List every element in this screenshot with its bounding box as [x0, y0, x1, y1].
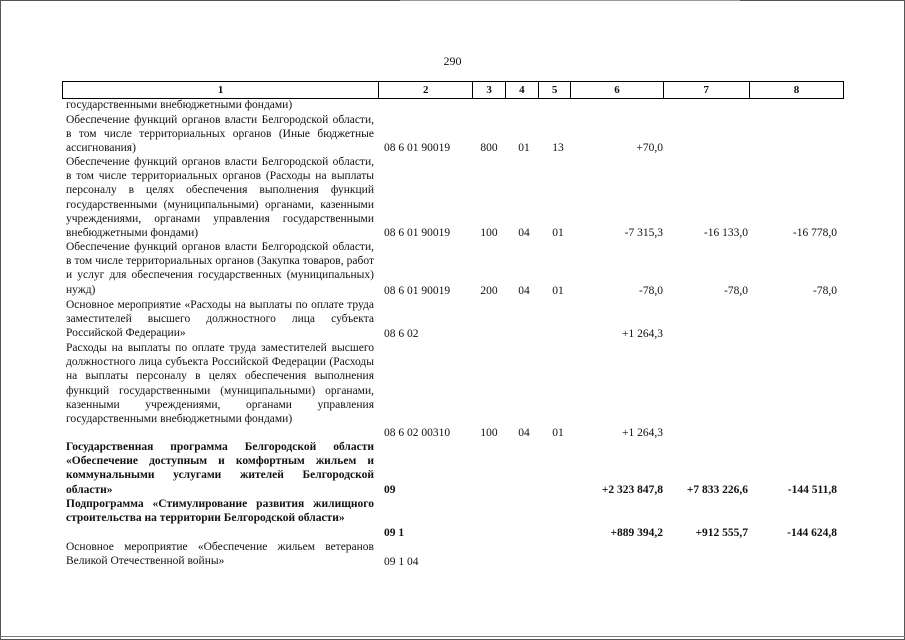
target-article-code: 08 6 01 90019 [384, 142, 451, 154]
target-article-code: 09 1 [384, 527, 405, 539]
expense-type: 100 [480, 227, 498, 239]
amount-col-7: +912 555,7 [695, 527, 748, 539]
scan-edge-bottom [0, 636, 905, 637]
row-description: Обеспечение функций органов власти Белгородской области, в том числе территориальных органов (Закупка товаров, работ и услуг для обеспечения государственных (муниципальных) нужд) [66, 241, 374, 296]
amount-col-7: -78,0 [724, 285, 748, 297]
expense-type: 800 [480, 142, 498, 154]
subsection: 01 [552, 227, 564, 239]
amount-col-6: +2 323 847,8 [601, 484, 663, 496]
expense-type: 100 [480, 427, 498, 439]
amount-col-6: +1 264,3 [622, 427, 663, 439]
amount-col-7: -16 133,0 [703, 227, 748, 239]
amount-col-6: +70,0 [636, 142, 663, 154]
column-header-3: 3 [473, 82, 506, 98]
amount-col-6: -7 315,3 [624, 227, 663, 239]
amount-col-6: +889 394,2 [610, 527, 663, 539]
target-article-code: 09 1 04 [384, 556, 419, 568]
row-description: Обеспечение функций органов власти Белгородской области, в том числе территориальных органов (Расходы на выплаты персоналу в целях обеспечения выполнения функций государственными (муниципальными) органами, казенными учреждениями, органами управления государственными внебюджетными фондами) [66, 156, 374, 240]
section: 01 [518, 142, 530, 154]
scan-edge-top [400, 0, 740, 1]
row-description: Основное мероприятие «Расходы на выплаты по оплате труда заместителей высшего должностного лица субъекта Российской Федерации» [66, 299, 374, 340]
amount-col-6: -78,0 [639, 285, 663, 297]
section: 04 [518, 227, 530, 239]
expense-type: 200 [480, 285, 498, 297]
column-header-6: 6 [571, 82, 663, 98]
column-header-5: 5 [539, 82, 572, 98]
row-description: Подпрограмма «Стимулирование развития жилищного строительства на территории Белгородской области» [66, 498, 374, 525]
column-header-7: 7 [664, 82, 750, 98]
column-header-4: 4 [506, 82, 539, 98]
page-number: 290 [443, 54, 462, 68]
row-description: государственными внебюджетными фондами) [66, 99, 293, 111]
target-article-code: 08 6 01 90019 [384, 227, 451, 239]
target-article-code: 08 6 02 [384, 328, 419, 340]
amount-col-8: -16 778,0 [792, 227, 837, 239]
column-header-1: 1 [63, 82, 379, 98]
amount-col-6: +1 264,3 [622, 328, 663, 340]
section: 04 [518, 427, 530, 439]
table-column-header [62, 81, 844, 99]
subsection: 01 [552, 285, 564, 297]
target-article-code: 08 6 01 90019 [384, 285, 451, 297]
column-header-8: 8 [793, 84, 800, 96]
subsection: 13 [552, 142, 564, 154]
row-description: Государственная программа Белгородской области «Обеспечение доступным и комфортным жильем и коммунальными услугами жителей Белгородской области» [66, 441, 374, 496]
target-article-code: 09 [384, 484, 396, 496]
subsection: 01 [552, 427, 564, 439]
row-description: Обеспечение функций органов власти Белгородской области, в том числе территориальных органов (Иные бюджетные ассигнования) [66, 114, 374, 155]
section: 04 [518, 285, 530, 297]
target-article-code: 08 6 02 00310 [384, 427, 451, 439]
column-header-2: 2 [379, 82, 473, 98]
row-description: Основное мероприятие «Обеспечение жильем ветеранов Великой Отечественной войны» [66, 541, 374, 568]
amount-col-8: -144 624,8 [787, 527, 837, 539]
amount-col-8: -78,0 [813, 285, 837, 297]
amount-col-8: -144 511,8 [787, 484, 837, 496]
amount-col-7: +7 833 226,6 [686, 484, 748, 496]
row-description: Расходы на выплаты по оплате труда заместителей высшего должностного лица субъекта Российской Федерации (Расходы на выплаты персоналу в целях обеспечения выполнения функций государственными (муниципальными) органами, казенными учреждениями, органами управления государственными внебюджетными фондами) [66, 342, 374, 426]
